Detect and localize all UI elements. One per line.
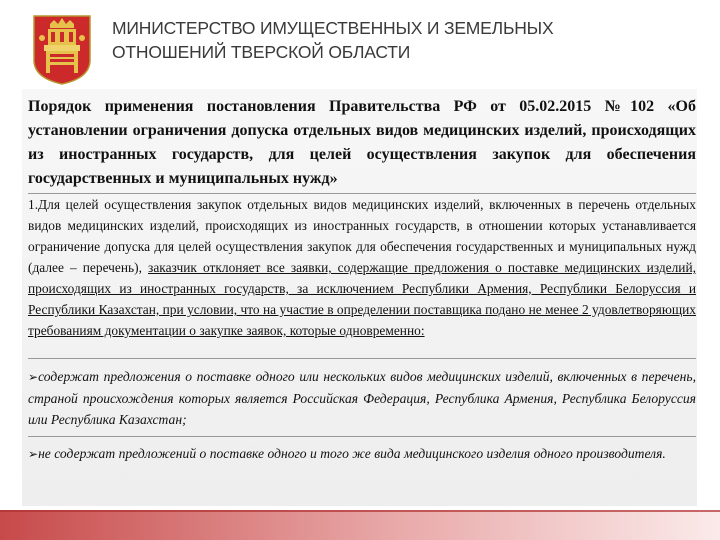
- bullet-item-1: [28, 366, 696, 430]
- bullet-item-2: [28, 443, 696, 465]
- footer-stripe: [0, 510, 720, 540]
- bullet-item-2-text: не содержат предложений о поставке одного и того же вида медицинского изделия одного производителя.: [38, 446, 666, 461]
- page-header: [0, 0, 720, 88]
- decree-title: Порядок применения постановления Правительства РФ от 05.02.2015 №102 «Об установлении ограничения допуска отдельных видов медицинских изделий, происходящих из иностранных государств, для целей осуществления закупок для обеспечения государственных и муниципальных нужд»: [28, 98, 696, 187]
- arrow-bullet-icon: ➢: [28, 447, 39, 461]
- paragraph-1-text: 1.Для целей осуществления закупок отдельных видов медицинских изделий, включенных в перечень отдельных видов медицинских изделий, происходящих из иностранных государств, в отношении которых устанавливается ограничение допуска для целей осуществления закупок для обеспечения государственных и муниципальных нужд (далее – перечень),: [28, 197, 696, 275]
- paragraph-1: [28, 194, 696, 341]
- organization-title-line-1: МИНИСТЕРСТВО ИМУЩЕСТВЕННЫХ И ЗЕМЕЛЬНЫХ: [112, 18, 554, 38]
- bullet-item-1-text: содержат предложения о поставке одного или нескольких видов медицинских изделий, включенных в перечень, страной происхождения которых является Российская Федерация, Республика Армения, Республика Белоруссия или Республика Казахстан;: [28, 369, 696, 427]
- organization-title: [112, 16, 553, 64]
- footer-stripe-edge: [0, 510, 720, 512]
- arrow-bullet-icon: ➢: [28, 370, 39, 384]
- coat-of-arms-icon: [20, 12, 104, 86]
- divider-3: [28, 436, 696, 437]
- organization-title-line-2: ОТНОШЕНИЙ ТВЕРСКОЙ ОБЛАСТИ: [112, 42, 411, 62]
- paragraph-1-underlined-text: заказчик отклоняет все заявки, содержащие предложения о поставке медицинских изделий, происходящих из иностранных государств, за исключением Республики Армения, Республики Белоруссия и Республики Казахстан, при условии, что на участие в определении поставщика подано не менее 2 удовлетворяющих требованиям документации о закупке заявок, которые одновременно:: [28, 260, 696, 338]
- divider-2: [28, 358, 696, 359]
